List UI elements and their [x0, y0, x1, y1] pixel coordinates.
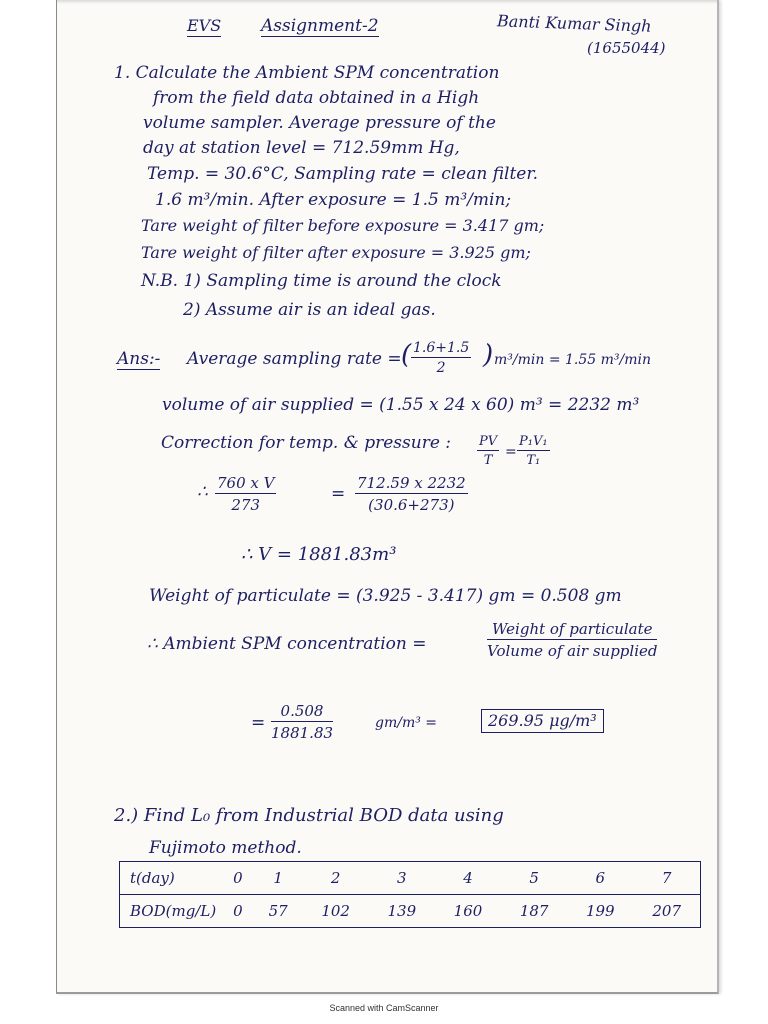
- pv-numerator: PV: [479, 434, 498, 449]
- time-cell-2: 2: [303, 862, 369, 895]
- time-cell-0: 0: [222, 862, 254, 895]
- calc-lhs-fraction: [215, 474, 276, 514]
- time-cell-5: 5: [501, 862, 567, 895]
- final-result-box: 269.95 μg/m³: [481, 709, 604, 733]
- q2-line-1: 2.) Find L₀ from Industrial BOD data using: [114, 805, 504, 826]
- calc-lhs-denominator: 273: [231, 496, 261, 514]
- header-author: Banti Kumar Singh: [496, 11, 652, 36]
- paren-close: ): [483, 340, 494, 370]
- bod-cell-6: 199: [567, 895, 633, 928]
- time-cell-4: 4: [435, 862, 501, 895]
- bod-cell-4: 160: [435, 895, 501, 928]
- q1-line-4: day at station level = 712.59mm Hg,: [143, 138, 460, 158]
- bod-cell-0: 0: [222, 895, 254, 928]
- notebook-page: [56, 0, 719, 994]
- scanner-watermark: Scanned with CamScanner: [329, 1003, 439, 1013]
- final-unit: gm/m³ =: [375, 715, 438, 731]
- paren-open: (: [401, 340, 412, 370]
- bod-cell-5: 187: [501, 895, 567, 928]
- correction-text: Correction for temp. & pressure :: [161, 433, 452, 453]
- row-label-bod: BOD(mg/L): [120, 895, 223, 928]
- volume-line: volume of air supplied = (1.55 x 24 x 60) m³ = 2232 m³: [162, 395, 640, 415]
- avg-rate-denominator: 2: [436, 360, 446, 376]
- ambient-denominator: Volume of air supplied: [487, 642, 658, 660]
- q1-line-3: volume sampler. Average pressure of the: [143, 113, 496, 133]
- page-top-shadow: [57, 0, 717, 4]
- pv-fraction: [477, 434, 499, 468]
- q1-line-9: N.B. 1) Sampling time is around the clock: [141, 271, 502, 291]
- q1-line-8: Tare weight of filter after exposure = 3.925 gm;: [141, 243, 531, 262]
- p1v1-denominator: T₁: [526, 453, 541, 468]
- q1-line-6: 1.6 m³/min. After exposure = 1.5 m³/min;: [155, 190, 512, 210]
- table-row-time: [120, 862, 701, 895]
- pv-denominator: T: [483, 453, 493, 468]
- time-cell-3: 3: [369, 862, 435, 895]
- q1-line-10: 2) Assume air is an ideal gas.: [183, 300, 436, 320]
- final-fraction: [271, 702, 333, 742]
- p1v1-numerator: P₁V₁: [519, 434, 548, 449]
- bod-cell-3: 139: [369, 895, 435, 928]
- ambient-fraction: [487, 620, 657, 660]
- therefore-symbol: ∴: [197, 482, 208, 502]
- time-cell-6: 6: [567, 862, 633, 895]
- calc-equals: =: [331, 484, 346, 504]
- calc-rhs-fraction: [355, 474, 468, 514]
- final-denominator: 1881.83: [271, 724, 334, 742]
- q1-line-1: 1. Calculate the Ambient SPM concentration: [114, 63, 500, 83]
- calc-lhs-numerator: 760 x V: [217, 474, 275, 492]
- calc-rhs-numerator: 712.59 x 2232: [357, 474, 466, 492]
- q1-line-2: from the field data obtained in a High: [153, 88, 480, 108]
- avg-rate-fraction: [411, 340, 471, 376]
- calc-rhs-denominator: (30.6+273): [368, 496, 455, 514]
- avg-rate-text: Average sampling rate =: [187, 349, 402, 369]
- p1v1-fraction: [517, 434, 550, 468]
- bod-data-table: [119, 861, 701, 928]
- header-roll: (1655044): [587, 39, 666, 57]
- time-cell-1: 1: [254, 862, 303, 895]
- bod-cell-1: 57: [254, 895, 303, 928]
- header-title: Assignment-2: [261, 16, 379, 36]
- table-row-bod: [120, 895, 701, 928]
- ambient-numerator: Weight of particulate: [487, 620, 657, 640]
- ambient-label: ∴ Ambient SPM concentration =: [147, 634, 427, 654]
- pv-equals: =: [505, 444, 517, 460]
- weight-line: Weight of particulate = (3.925 - 3.417) gm = 0.508 gm: [149, 586, 622, 606]
- avg-rate-numerator: 1.6+1.5: [413, 340, 470, 356]
- q2-line-2: Fujimoto method.: [149, 838, 302, 858]
- q1-line-5: Temp. = 30.6°C, Sampling rate = clean filter.: [147, 164, 539, 184]
- q1-line-7: Tare weight of filter before exposure = 3.417 gm;: [141, 216, 545, 235]
- bod-cell-7: 207: [633, 895, 700, 928]
- time-cell-7: 7: [633, 862, 700, 895]
- final-equals: =: [251, 713, 266, 733]
- final-numerator: 0.508: [271, 702, 333, 722]
- row-label-time: t(day): [120, 862, 223, 895]
- avg-rate-result: m³/min = 1.55 m³/min: [494, 352, 652, 368]
- answer-label: Ans:-: [117, 349, 161, 369]
- bod-cell-2: 102: [303, 895, 369, 928]
- v-result: ∴ V = 1881.83m³: [241, 544, 397, 565]
- header-subject: EVS: [187, 16, 222, 35]
